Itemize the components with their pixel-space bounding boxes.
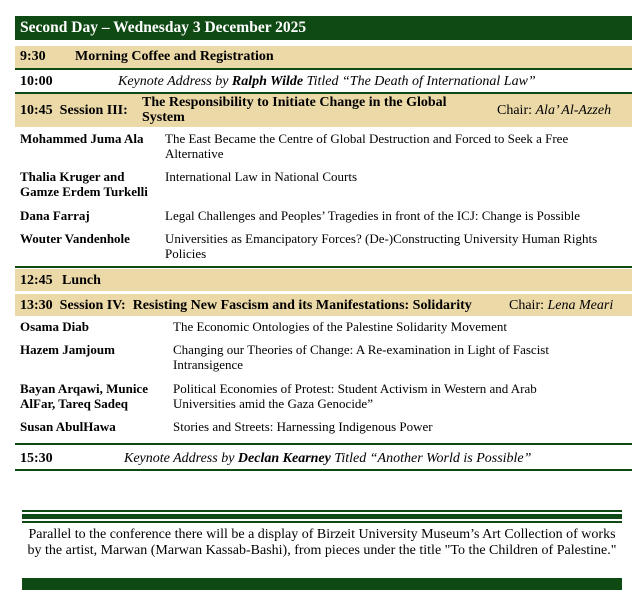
session4-chair	[509, 298, 613, 314]
session3-time-label	[20, 103, 128, 119]
footer-rule-thick	[22, 514, 622, 519]
keynote1-text	[118, 74, 536, 90]
divider	[15, 68, 632, 70]
s4-talk-1: The Economic Ontologies of the Palestine Solidarity Movement	[173, 319, 507, 334]
session3-label: Session III:	[59, 103, 128, 118]
keynote2-pre: Keynote Address by	[124, 451, 238, 466]
s4-talk-2: Changing our Theories of Change: A Re-examination in Light of Fascist Intransigence	[173, 342, 549, 372]
s3-talk-2: International Law in National Courts	[165, 169, 358, 184]
keynote2-title: “Another World is Possible”	[369, 451, 532, 466]
session3-chair-name: Ala’ Al-Azzeh	[535, 103, 612, 118]
footer-note: Parallel to the conference there will be a display of Birzeit University Museum’s Art Collection of works by the artist, Marwan (Marwan Kassab-Bashi), from pieces under the title "To the Children of Palestine."	[27, 527, 617, 558]
keynote1-mid: Titled	[303, 74, 343, 89]
s4-speaker-1: Osama Diab	[20, 319, 89, 334]
session4-chair-name: Lena Meari	[547, 298, 614, 313]
keynote2-time: 15:30	[20, 451, 53, 466]
divider	[15, 469, 632, 471]
session3-time: 10:45	[20, 103, 53, 118]
s3-talk-3: Legal Challenges and Peoples’ Tragedies in front of the ICJ: Change is Possible	[165, 208, 580, 223]
keynote1-time: 10:00	[20, 74, 53, 89]
keynote1-pre: Keynote Address by	[118, 74, 232, 89]
day-header-title: Second Day – Wednesday 3 December 2025	[20, 19, 307, 36]
session4-time: 13:30	[20, 298, 53, 313]
s3-speaker-1: Mohammed Juma Ala	[20, 131, 144, 146]
lunch-title: Lunch	[62, 273, 101, 288]
lunch-time: 12:45	[20, 273, 53, 288]
keynote1-title: “The Death of International Law”	[342, 74, 536, 89]
divider	[15, 443, 632, 445]
session4-chair-label: Chair:	[509, 298, 548, 313]
s4-speaker-4: Susan AbulHawa	[20, 419, 116, 434]
s3-talk-1: The East Became the Centre of Global Destruction and Forced to Seek a Free Alternative	[165, 131, 569, 161]
divider	[15, 266, 632, 268]
day-header	[15, 16, 632, 40]
footer-rule-top	[22, 510, 622, 512]
session4-heading	[20, 298, 472, 314]
lunch-row	[15, 269, 632, 291]
keynote1-speaker: Ralph Wilde	[231, 74, 304, 89]
s4-talk-4: Stories and Streets: Harnessing Indigenous Power	[173, 419, 433, 434]
s3-speaker-3: Dana Farraj	[20, 208, 90, 223]
s4-talk-3: Political Economies of Protest: Student Activism in Western and Arab Universities amid the Gaza Genocide”	[173, 381, 537, 411]
session3-chair	[497, 103, 611, 119]
s3-speaker-4: Wouter Vandenhole	[20, 231, 130, 246]
keynote2-text	[124, 451, 531, 467]
s3-speaker-2: Thalia Kruger and Gamze Erdem Turkelli	[20, 169, 148, 199]
s4-speaker-3: Bayan Arqawi, Munice AlFar, Tareq Sadeq	[20, 381, 148, 411]
session3-chair-label: Chair:	[497, 103, 536, 118]
coffee-title: Morning Coffee and Registration	[75, 49, 274, 64]
session4-label: Session IV:	[59, 298, 126, 313]
keynote2-speaker: Declan Kearney	[237, 451, 331, 466]
session4-title: Resisting New Fascism and its Manifestations: Solidarity	[132, 298, 472, 313]
footer-rule-bottom	[22, 521, 622, 523]
session3-title: The Responsibility to Initiate Change in the Global System	[142, 95, 447, 125]
keynote2-mid: Titled	[330, 451, 370, 466]
s3-talk-4: Universities as Emancipatory Forces? (De-)Constructing University Human Rights Policies	[165, 231, 598, 261]
s4-speaker-2: Hazem Jamjoum	[20, 342, 115, 357]
coffee-time: 9:30	[20, 49, 46, 64]
footer-bar	[22, 578, 622, 590]
